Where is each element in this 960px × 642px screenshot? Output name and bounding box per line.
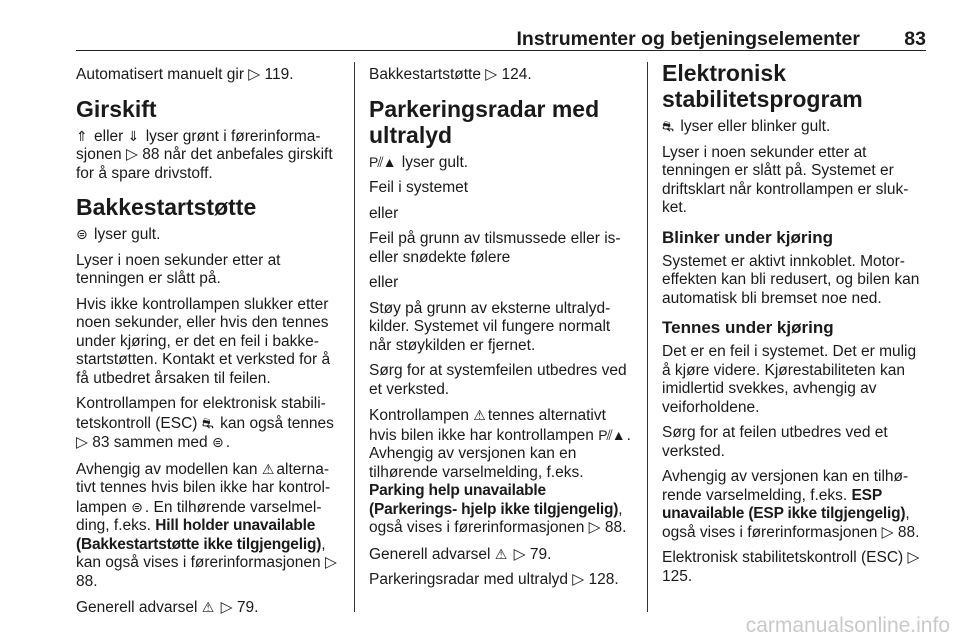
bakke-paragraph-3: Hvis ikke kontrollampen slukker etter noen sekunder, eller hvis den tennes under kjøring, er det en feil i bakke- startstøtten. Kontakt et verksted for å få utbedret årsaken til feilen. <box>76 295 331 387</box>
warning-message-text: Hill holder unavailable (Bakkestartstøtte ikke tilgjengelig) <box>76 517 322 553</box>
bakke-paragraph-2: Lyser i noen sekunder etter at tenningen er slått på. <box>76 251 281 287</box>
parking-paragraph-4: Feil på grunn av tilsmussede eller is- eller snødekte følere <box>369 230 621 266</box>
esp-paragraph-3: Systemet er aktivt innkoblet. Motor- effekten kan bli redusert, og bilen kan automatisk bli bremset noe ned. <box>662 252 920 307</box>
warning-icon: ⚠ <box>494 545 508 562</box>
parking-paragraph-5: eller <box>369 274 399 291</box>
intro-text: Automatisert manuelt gir ▷ 119. <box>76 66 294 83</box>
warning-icon: ⚠ <box>201 599 215 615</box>
section-heading-girskift: Girskift <box>76 95 157 122</box>
parking-paragraph-1: P⫽▲ lyser gult. <box>369 153 469 171</box>
parking-paragraph-6: Støy på grunn av eksterne ultralyd- kilder. Systemet vil fungere normalt når støykilden er fjernet. <box>369 299 611 354</box>
esp-paragraph-1: ⛐ lyser eller blinker gult. <box>662 118 831 135</box>
warning-message-text: ESP unavailable (ESP ikke tilgjengelig) <box>662 486 906 522</box>
column-divider-2 <box>647 62 648 612</box>
section-heading-esp: Elektronisk stabilitetsprogram <box>662 60 863 112</box>
page-header <box>76 28 926 50</box>
parking-paragraph-9: Generell advarsel ⚠ ▷ 79. <box>369 545 552 563</box>
header-title: Instrumenter og betjeningselementer <box>516 28 860 50</box>
esp-paragraph-2: Lyser i noen sekunder etter at tenningen er slått på. Systemet er driftsklart når kontrollampen er sluk- ket. <box>662 143 909 216</box>
esp-paragraph-4: Det er en feil i systemet. Det er mulig å kjøre videre. Kjørestabiliteten kan imidlertid svekkes, avhengig av veiforholdene. <box>662 343 917 416</box>
esp-paragraph-6: Avhengig av versjonen kan en tilhø- rende varselmelding, f.eks. ESP unavailable (ESP ikke tilgjengelig), også vises i førerinformasjonen ▷ 88. <box>662 468 920 541</box>
subheading-tennes: Tennes under kjøring <box>662 318 834 337</box>
parking-paragraph-8: Kontrollampen ⚠ tennes alternativt hvis bilen ikke har kontrollampen P⫽▲ . Avhengig av versjonen kan en tilhørende varselmelding, f.eks. Parking help unavailable (Parkerings- hjelp ikke tilgjengelig), også vises i førerinformasjonen ▷ 88. <box>369 407 631 536</box>
warning-icon: ⚠ <box>261 460 275 477</box>
intro-text: Bakkestartstøtte ▷ 124. <box>369 66 532 83</box>
parking-sensor-icon: P⫽▲ <box>369 153 396 170</box>
header-divider <box>76 50 926 51</box>
hill-hold-icon: ⊜ <box>211 434 224 450</box>
parking-sensor-icon: P⫽▲ <box>598 426 625 443</box>
section-heading-parkeringsradar: Parkeringsradar med ultralyd <box>369 95 600 148</box>
watermark: carmanualsonline.info <box>745 614 950 637</box>
hill-hold-icon: ⊜ <box>76 226 88 242</box>
parking-paragraph-10: Parkeringsradar med ultralyd ▷ 128. <box>369 571 619 588</box>
shift-down-icon: ⇓ <box>127 127 140 144</box>
section-heading-bakkestart: Bakkestartstøtte <box>76 194 257 220</box>
esp-paragraph-7: Elektronisk stabilitetskontroll (ESC) ▷ 125. <box>662 549 920 585</box>
page-number: 83 <box>904 28 926 50</box>
column-2 <box>369 60 634 597</box>
esc-icon: ⛐ <box>662 118 675 134</box>
esc-icon: ⛐ <box>201 414 214 431</box>
column-1 <box>76 60 341 625</box>
bakke-paragraph-5: Avhengig av modellen kan ⚠ alterna- tivt tennes hvis bilen ikke har kontrol- lampen ⊜ . En tilhørende varselmel- ding, f.eks. Hill holder unavailable (Bakkestartstøtte ikke tilgjengelig), kan også vises i førerinformasjonen ▷ 88. <box>76 460 337 590</box>
warning-icon: ⚠ <box>473 407 486 423</box>
parking-paragraph-3: eller <box>369 204 399 222</box>
hill-hold-icon: ⊜ <box>131 498 143 515</box>
bakke-paragraph-1: ⊜ lyser gult. <box>76 226 161 243</box>
parking-paragraph-7: Sørg for at systemfeilen utbedres ved et verksted. <box>369 362 627 398</box>
column-divider-1 <box>354 62 355 612</box>
warning-message-text: Parking help unavailable (Parkerings- hjelp ikke tilgjengelig) <box>369 482 619 518</box>
bakke-paragraph-6: Generell advarsel ⚠ ▷ 79. <box>76 599 259 616</box>
esp-paragraph-5: Sørg for at feilen utbedres ved et verksted. <box>662 424 888 460</box>
column-3 <box>662 60 927 593</box>
girskift-paragraph: ⇑ eller ⇓ lyser grønt i førerinforma- sjonen ▷ 88 når det anbefales girskift for å spare drivstoff. <box>76 127 333 182</box>
bakke-paragraph-4: Kontrollampen for elektronisk stabili- tetskontroll (ESC) ⛐ kan også tennes ▷ 83 sammen med ⊜ . <box>76 395 334 451</box>
shift-up-icon: ⇑ <box>76 127 88 144</box>
subheading-blinker: Blinker under kjøring <box>662 227 833 247</box>
parking-paragraph-2: Feil i systemet <box>369 179 469 196</box>
